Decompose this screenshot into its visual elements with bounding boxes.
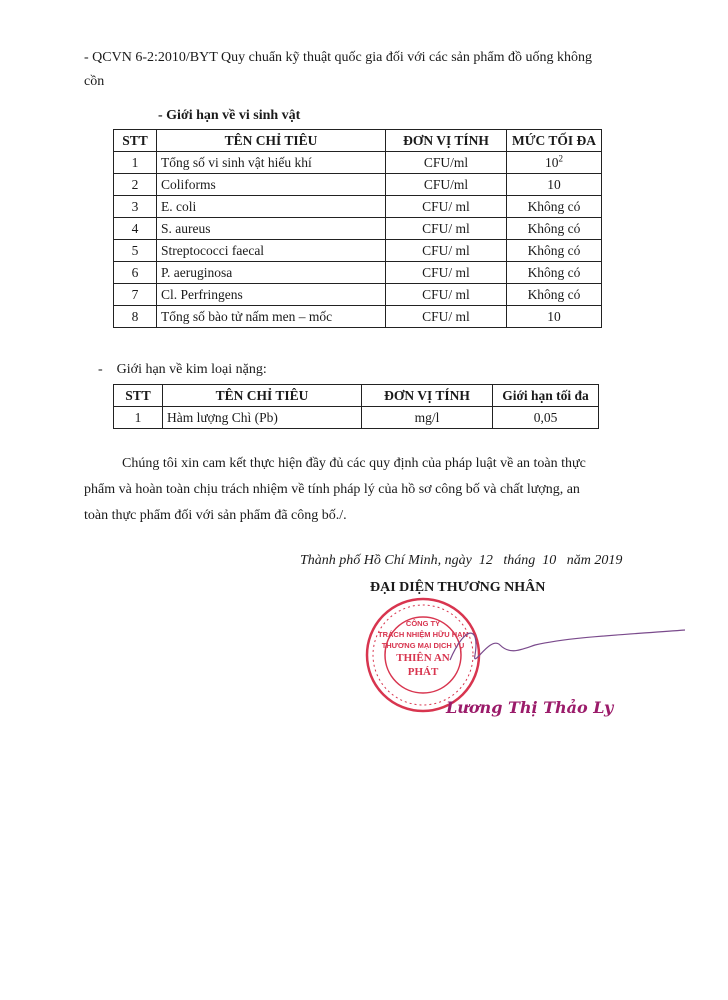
row-name: E. coli <box>157 196 386 218</box>
micro-heading: - Giới hạn về vi sinh vật <box>158 108 301 123</box>
table-row <box>114 240 602 262</box>
micro-header-name: TÊN CHỈ TIÊU <box>157 130 386 152</box>
row-name: Tổng số bào tử nấm men – mốc <box>157 306 386 328</box>
metal-header-max: Giới hạn tối đa <box>493 385 599 407</box>
micro-header-max: MỨC TỐI ĐA <box>507 130 602 152</box>
signature-scribble-icon <box>440 615 690 675</box>
row-unit: CFU/ ml <box>386 196 507 218</box>
commitment-line-1: Chúng tôi xin cam kết thực hiện đầy đủ các quy định của pháp luật về an toàn thực <box>122 456 586 471</box>
row-unit: CFU/ ml <box>386 218 507 240</box>
metal-header-name: TÊN CHỈ TIÊU <box>163 385 362 407</box>
row-max-exponent: 2 <box>558 153 563 163</box>
row-stt: 5 <box>114 240 157 262</box>
row-stt: 3 <box>114 196 157 218</box>
row-max: Không có <box>507 262 602 284</box>
row-unit: CFU/ ml <box>386 284 507 306</box>
row-name: Hàm lượng Chì (Pb) <box>163 407 362 429</box>
stamp-line-3: THƯƠNG MẠI DỊCH VỤ <box>381 641 465 650</box>
metal-heading: - Giới hạn về kim loại nặng: <box>98 362 267 377</box>
row-unit: CFU/ ml <box>386 306 507 328</box>
table-row <box>114 407 599 429</box>
stamp-line-4: THIÊN AN <box>396 652 450 664</box>
row-name: S. aureus <box>157 218 386 240</box>
row-unit: CFU/ml <box>386 174 507 196</box>
row-stt: 1 <box>114 152 157 174</box>
commitment-line-2: phẩm và hoàn toàn chịu trách nhiệm về tính pháp lý của hồ sơ công bố và chất lượng, an <box>84 482 580 497</box>
row-max: Không có <box>507 196 602 218</box>
row-stt: 8 <box>114 306 157 328</box>
row-stt: 1 <box>114 407 163 429</box>
table-row <box>114 284 602 306</box>
row-unit: CFU/ ml <box>386 262 507 284</box>
row-unit: CFU/ ml <box>386 240 507 262</box>
row-stt: 6 <box>114 262 157 284</box>
row-max: 0,05 <box>493 407 599 429</box>
row-name: Coliforms <box>157 174 386 196</box>
row-stt: 2 <box>114 174 157 196</box>
metal-header-unit: ĐƠN VỊ TÍNH <box>362 385 493 407</box>
stamp-line-1: CÔNG TY <box>405 619 441 628</box>
micro-header-unit: ĐƠN VỊ TÍNH <box>386 130 507 152</box>
metal-header-row <box>114 385 599 407</box>
micro-header-row <box>114 130 602 152</box>
row-unit: CFU/ml <box>386 152 507 174</box>
standard-line-2: cồn <box>84 74 105 89</box>
row-name: Cl. Perfringens <box>157 284 386 306</box>
table-row <box>114 152 602 174</box>
table-row <box>114 262 602 284</box>
row-stt: 4 <box>114 218 157 240</box>
metal-header-stt: STT <box>114 385 163 407</box>
signatory-role: ĐẠI DIỆN THƯƠNG NHÂN <box>370 580 546 595</box>
row-max: Không có <box>507 240 602 262</box>
row-stt: 7 <box>114 284 157 306</box>
stamp-line-5: PHÁT <box>407 666 439 678</box>
row-max: 10 <box>507 306 602 328</box>
micro-header-stt: STT <box>114 130 157 152</box>
table-row <box>114 306 602 328</box>
date-line: Thành phố Hồ Chí Minh, ngày 12 tháng 10 năm 2019 <box>300 553 623 568</box>
metal-table <box>113 384 599 429</box>
stamp-line-2: TRÁCH NHIỆM HỮU HẠN <box>378 630 468 639</box>
row-max: 10 <box>507 174 602 196</box>
table-row <box>114 174 602 196</box>
micro-table <box>113 129 602 328</box>
row-max: Không có <box>507 218 602 240</box>
table-row <box>114 218 602 240</box>
commitment-line-3: toàn thực phẩm đối với sản phẩm đã công bố./. <box>84 508 347 523</box>
signatory-name: Lương Thị Thảo Ly <box>446 698 614 717</box>
standard-line-1: - QCVN 6-2:2010/BYT Quy chuẩn kỹ thuật quốc gia đối với các sản phẩm đồ uống không <box>84 50 592 65</box>
table-row <box>114 196 602 218</box>
row-max <box>507 152 602 174</box>
row-unit: mg/l <box>362 407 493 429</box>
row-max-base: 10 <box>545 154 559 170</box>
row-name: P. aeruginosa <box>157 262 386 284</box>
row-name: Streptococci faecal <box>157 240 386 262</box>
row-name: Tổng số vi sinh vật hiếu khí <box>157 152 386 174</box>
row-max: Không có <box>507 284 602 306</box>
